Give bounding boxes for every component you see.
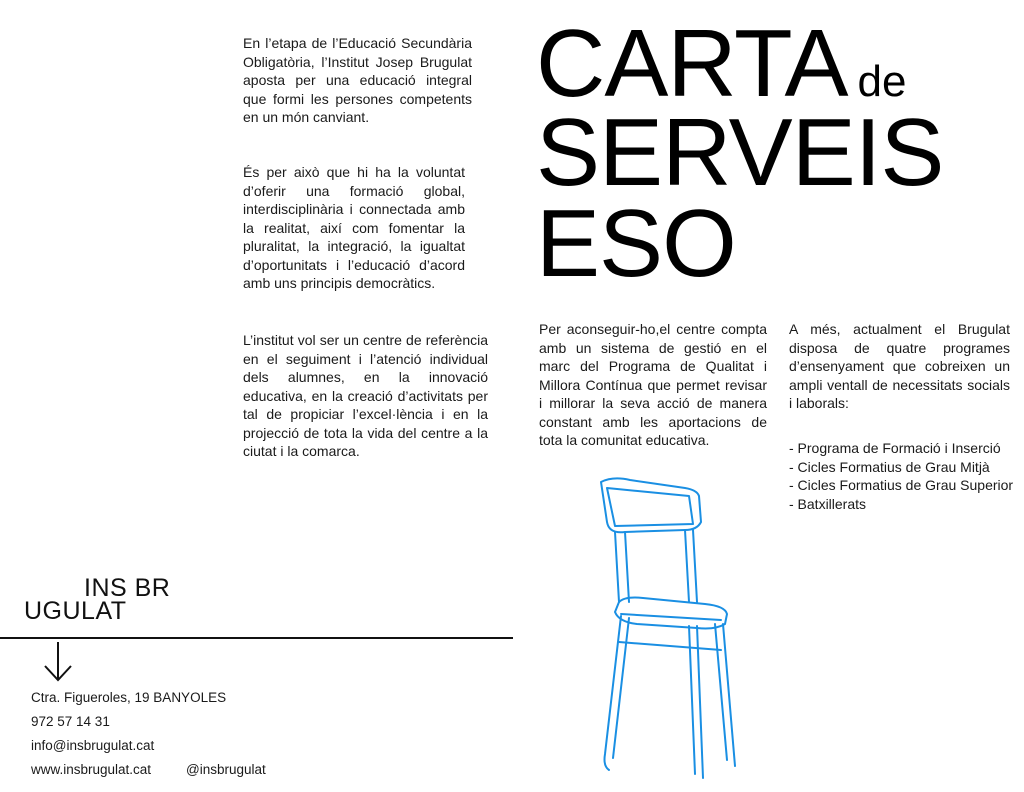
logo-line-2: UGULAT <box>24 597 127 625</box>
title-line-2: SERVEIS <box>536 99 944 206</box>
title-word-carta: CARTA <box>536 10 848 117</box>
divider <box>0 637 513 639</box>
intro-paragraph-2: És per això que hi ha la voluntat d’oferir una formació global, interdisciplinària i connectada amb la realitat, així com fomentar la pluralitat, la integració, la igualtat d’oportunitats i l’educació d’acord amb uns principis democràtics. <box>243 164 465 291</box>
arrow-down-icon <box>40 640 76 686</box>
chair-illustration <box>585 474 745 784</box>
programs-list <box>789 439 1013 513</box>
contact-address: Ctra. Figueroles, 19 BANYOLES <box>31 690 227 705</box>
program-item: - Cicles Formatius de Grau Superior <box>789 477 1014 493</box>
contact-social[interactable]: @insbrugulat <box>186 762 266 777</box>
programs-intro: A més, actualment el Brugulat disposa de quatre programes d’ensenyament que cobreixen un ampli ventall de necessitats socials i laborals: <box>789 321 1010 411</box>
program-item: - Programa de Formació i Inserció <box>789 440 1001 456</box>
intro-paragraph-1: En l’etapa de l’Educació Secundària Obligatòria, l’Institut Josep Brugulat aposta per una educació integral que formi les persones competents en un món canviant. <box>243 35 472 125</box>
title-word-de: de <box>857 57 907 106</box>
contact-web[interactable]: www.insbrugulat.cat <box>31 762 152 777</box>
logo-line-1: INS BR <box>84 574 171 602</box>
quality-paragraph: Per aconseguir-ho,el centre compta amb un sistema de gestió en el marc del Programa de Qualitat i Millora Contínua que permet revisar i millorar la seva acció de manera constant amb les aportacions de tota la comunitat educativa. <box>539 321 767 448</box>
logo <box>24 574 171 625</box>
title-line-3: ESO <box>536 190 736 297</box>
program-item: - Batxillerats <box>789 495 867 512</box>
intro-paragraph-3: L’institut vol ser un centre de referència en el seguiment i l’atenció individual dels alumnes, en la innovació educativa, en la creació d’activitats per tal de propiciar l’excel·lència i en la projecció de tota la vida del centre a la ciutat i la comarca. <box>243 332 488 459</box>
program-item: - Cicles Formatius de Grau Mitjà <box>789 458 990 475</box>
contact-phone[interactable]: 972 57 14 31 <box>31 714 110 729</box>
contact-email[interactable]: info@insbrugulat.cat <box>31 738 155 753</box>
